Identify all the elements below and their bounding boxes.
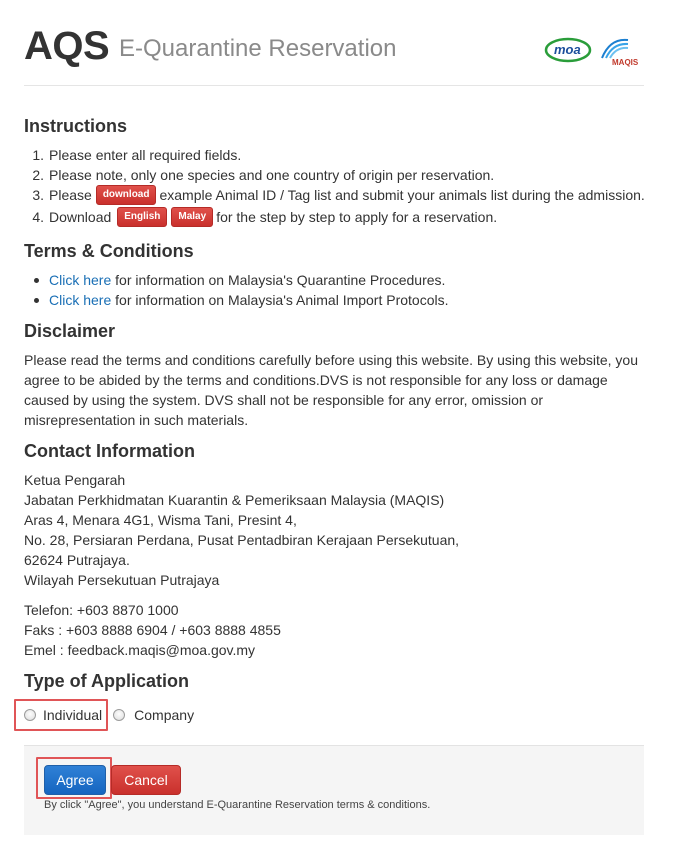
english-guide-button[interactable]: English (117, 207, 167, 227)
brand-title: AQS (24, 24, 110, 68)
disclaimer-section (24, 320, 646, 342)
instructions-heading: Instructions (24, 116, 128, 136)
quarantine-procedures-link[interactable]: Click here (49, 272, 112, 288)
list-item: Click here for information on Malaysia's Animal Import Protocols. (34, 290, 634, 310)
malay-guide-button[interactable]: Malay (171, 207, 213, 227)
list-item: 3. Please download example Animal ID / Tag list and submit your animals list during the admission. (32, 187, 645, 203)
individual-label[interactable]: Individual (43, 707, 103, 723)
bullet-icon (34, 278, 39, 283)
page-header (24, 18, 644, 86)
list-item: 1. Please enter all required fields. (32, 147, 242, 163)
contact-phones: Telefon: +603 8870 1000 Faks : +603 8888 6904 / +603 8888 4855 Emel : feedback.maqis@moa.gov.my (24, 602, 281, 658)
individual-radio[interactable] (24, 709, 36, 721)
list-item: 4. Download English Malay for the step by step to apply for a reservation. (32, 209, 498, 225)
contact-section (24, 440, 646, 462)
instructions-section (24, 115, 646, 137)
contact-address: Ketua Pengarah Jabatan Perkhidmatan Kuarantin & Pemeriksaan Malaysia (MAQIS) Aras 4, Menara 4G1, Wisma Tani, Presint 4, No. 28, Persiaran Perdana, Pusat Pentadbiran Kerajaan Persekutuan, 62624 Putrajaya. Wilayah Persekutuan Putrajaya (24, 472, 460, 588)
moa-maqis-logo-icon (544, 32, 644, 68)
instructions-list (24, 145, 664, 227)
list-item: 2. Please note, only one species and one country of origin per reservation. (32, 167, 495, 183)
page-subtitle: E-Quarantine Reservation (119, 35, 397, 62)
disclaimer-heading: Disclaimer (24, 321, 116, 341)
company-radio[interactable] (113, 709, 125, 721)
download-button[interactable]: download (96, 185, 157, 205)
application-heading: Type of Application (24, 671, 189, 691)
cancel-button[interactable]: Cancel (111, 765, 181, 795)
application-type-radios (24, 705, 194, 725)
agency-logos (544, 32, 644, 68)
list-item: Click here for information on Malaysia's Quarantine Procedures. (34, 270, 634, 290)
maqis-text: MAQIS (612, 58, 639, 67)
company-label[interactable]: Company (134, 707, 195, 723)
terms-heading: Terms & Conditions (24, 241, 194, 261)
moa-text: moa (554, 42, 581, 57)
disclaimer-text: Please read the terms and conditions carefully before using this website. By using this website, you agree to be abided by the terms and conditions.DVS is not responsible for any loss or damage caused by using the system. DVS shall not be responsible for any error, omission or misrepresentation in such materials. (24, 352, 638, 428)
application-section (24, 670, 646, 692)
contact-heading: Contact Information (24, 441, 195, 461)
agree-note: By click "Agree", you understand E-Quarantine Reservation terms & conditions. (44, 799, 431, 811)
terms-list (34, 270, 634, 310)
import-protocols-link[interactable]: Click here (49, 292, 112, 308)
agree-button[interactable]: Agree (44, 765, 106, 795)
bullet-icon (34, 298, 39, 303)
terms-section (24, 240, 646, 262)
